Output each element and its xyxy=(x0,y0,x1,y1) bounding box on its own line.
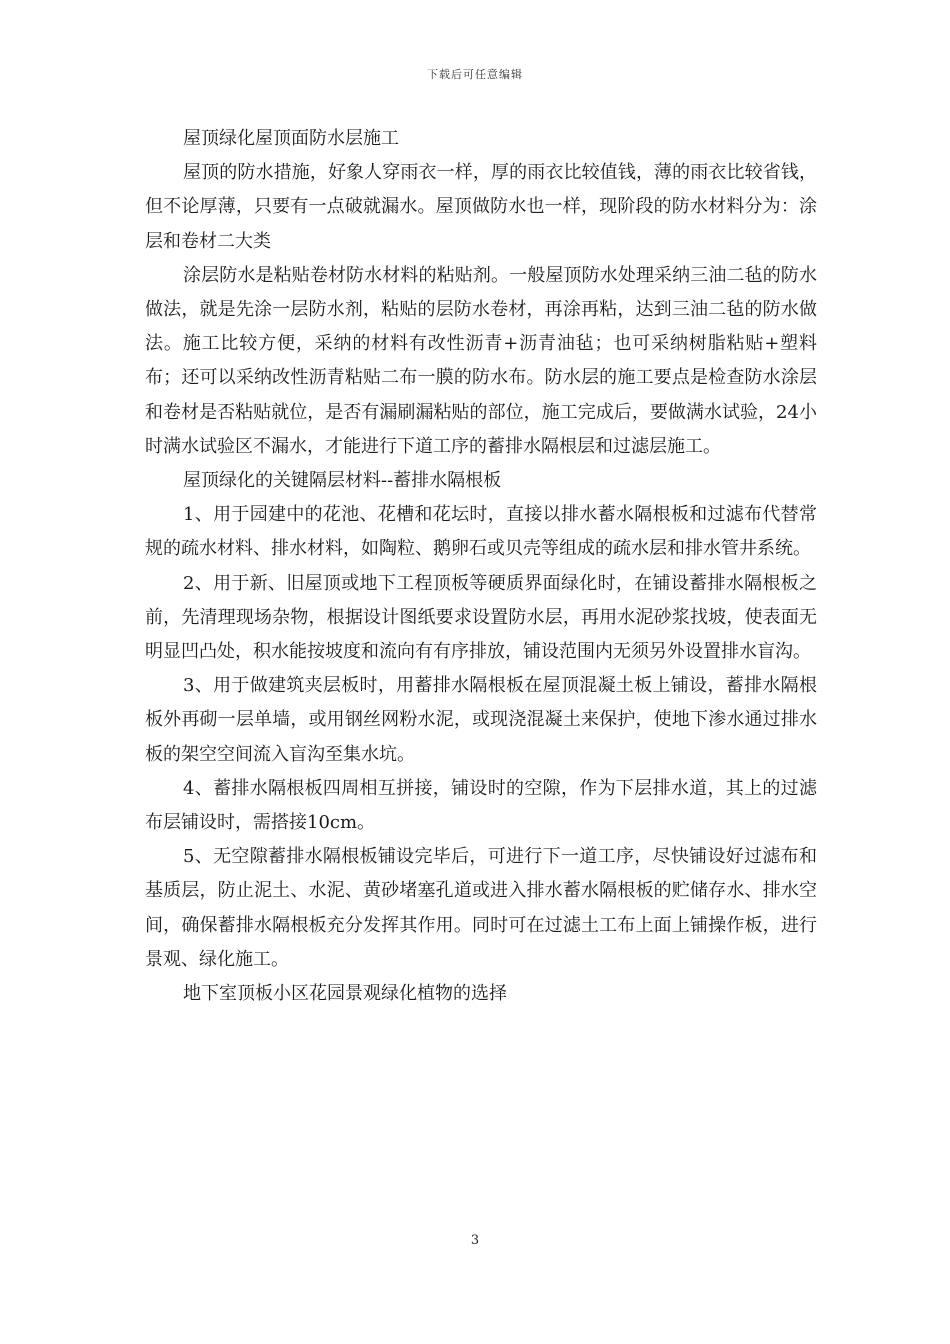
paragraph-coating-waterproof: 涂层防水是粘贴卷材防水材料的粘贴剂。一般屋顶防水处理采纳三油二毡的防水做法，就是先涂一层防水剂，粘贴的层防水卷材，再涂再粘，达到三油二毡的防水做法。施工比较方便，采纳的材料有改性沥青+沥青油毡；也可采纳树脂粘贴+塑料布；还可以采纳改性沥青粘贴二布一膜的防水布。防水层的施工要点是检查防水涂层和卷材是否粘贴就位，是否有漏刷漏粘贴的部位，施工完成后，要做满水试验，24小时满水试验区不漏水，才能进行下道工序的蓄排水隔根层和过滤层施工。 xyxy=(145,264,817,457)
section-title-drainage-board: 屋顶绿化的关键隔层材料--蓄排水隔根板 xyxy=(183,470,502,492)
list-item-3: 3、用于做建筑夹层板时，用蓄排水隔根板在屋顶混凝土板上铺设，蓄排水隔根板外再砌一层单墙，或用钢丝网粉水泥，或现浇混凝土来保护，使地下渗水通过排水板的架空空间流入盲沟至集水坑。 xyxy=(145,675,817,765)
page-header-note: 下载后可任意编辑 xyxy=(427,68,523,81)
list-item-5: 5、无空隙蓄排水隔根板铺设完毕后，可进行下一道工序，尽快铺设好过滤布和基质层，防止泥土、水泥、黄砂堵塞孔道或进入排水蓄水隔根板的贮储存水、排水空间，确保蓄排水隔根板充分发挥其作用。同时可在过滤土工布上面上铺操作板，进行景观、绿化施工。 xyxy=(145,846,817,970)
paragraph-raincoat-analogy: 屋顶的防水措施，好象人穿雨衣一样，厚的雨衣比较值钱，薄的雨衣比较省钱，但不论厚薄，只要有一点破就漏水。屋顶做防水也一样，现阶段的防水材料分为：涂层和卷材二大类 xyxy=(145,162,817,252)
section-title-plant-selection: 地下室顶板小区花园景观绿化植物的选择 xyxy=(183,983,507,1005)
list-item-4: 4、蓄排水隔根板四周相互拼接，铺设时的空隙，作为下层排水道，其上的过滤布层铺设时，需搭接10cm。 xyxy=(145,777,817,834)
list-item-2: 2、用于新、旧屋顶或地下工程顶板等硬质界面绿化时，在铺设蓄排水隔根板之前，先清理现场杂物，根据设计图纸要求设置防水层，再用水泥砂浆找坡，使表面无明显凹凸处，积水能按坡度和流向有有序排放，铺设范围内无须另外设置排水盲沟。 xyxy=(145,572,817,663)
section-title-waterproof: 屋顶绿化屋顶面防水层施工 xyxy=(183,128,399,149)
list-item-1: 1、用于园建中的花池、花槽和花坛时，直接以排水蓄水隔根板和过滤布代替常规的疏水材料、排水材料，如陶粒、鹅卵石或贝壳等组成的疏水层和排水管井系统。 xyxy=(145,504,817,560)
document-body xyxy=(145,122,817,1011)
page-number: 3 xyxy=(470,1233,480,1248)
